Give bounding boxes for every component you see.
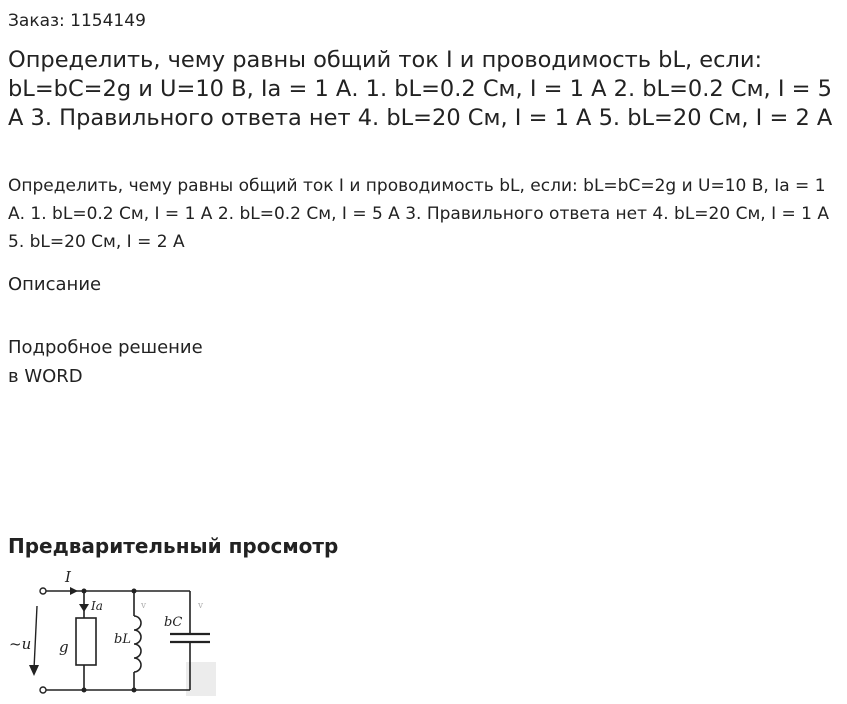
terminal-top xyxy=(40,588,46,594)
node-2-bottom xyxy=(132,688,137,693)
node-1-top xyxy=(82,589,87,594)
label-current: I xyxy=(65,568,71,586)
circuit-diagram xyxy=(8,566,220,696)
description-line-1: Подробное решение xyxy=(8,337,203,358)
label-current-a: Ia xyxy=(91,599,103,613)
current-arrow xyxy=(70,587,78,595)
voltage-arrow-line xyxy=(34,606,37,669)
node-2-top xyxy=(132,589,137,594)
terminal-bottom xyxy=(40,687,46,693)
task-text: Определить, чему равны общий ток I и проводимость bL, если: bL=bC=2g и U=10 В, Ia = 1 А. 1. bL=0.2 См, I = 1 А 2. bL=0.2 См, I = 5 А 3. Правильного ответа нет 4. bL=20 См, I = 1 А 5. bL=20 См, I = 2 А xyxy=(8,176,830,252)
voltage-arrow-head xyxy=(29,665,39,676)
resistor-g xyxy=(76,618,96,665)
description-body xyxy=(8,333,203,391)
ia-arrow xyxy=(79,604,89,612)
faint-mark-1: v xyxy=(141,601,147,611)
label-bl: bL xyxy=(114,632,131,647)
description-line-2: в WORD xyxy=(8,366,83,387)
faint-mark-2: v xyxy=(198,601,204,611)
order-number: Заказ: 1154149 xyxy=(8,11,146,31)
description-heading: Описание xyxy=(8,274,102,295)
label-g: g xyxy=(59,638,69,656)
label-bc: bC xyxy=(164,615,183,630)
inductor-bl xyxy=(134,616,141,672)
page-title: Определить, чему равны общий ток I и проводимость bL, если: bL=bC=2g и U=10 В, Ia = 1 А. 1. bL=0.2 См, I = 1 А 2. bL=0.2 См, I = 5 А 3. Правильного ответа нет 4. bL=20 См, I = 1 А 5. bL=20 См, I = 2 А xyxy=(8,47,833,131)
preview-circuit-image xyxy=(8,566,220,696)
preview-heading: Предварительный просмотр xyxy=(8,534,339,558)
label-voltage: ~u xyxy=(9,635,32,653)
node-1-bottom xyxy=(82,688,87,693)
